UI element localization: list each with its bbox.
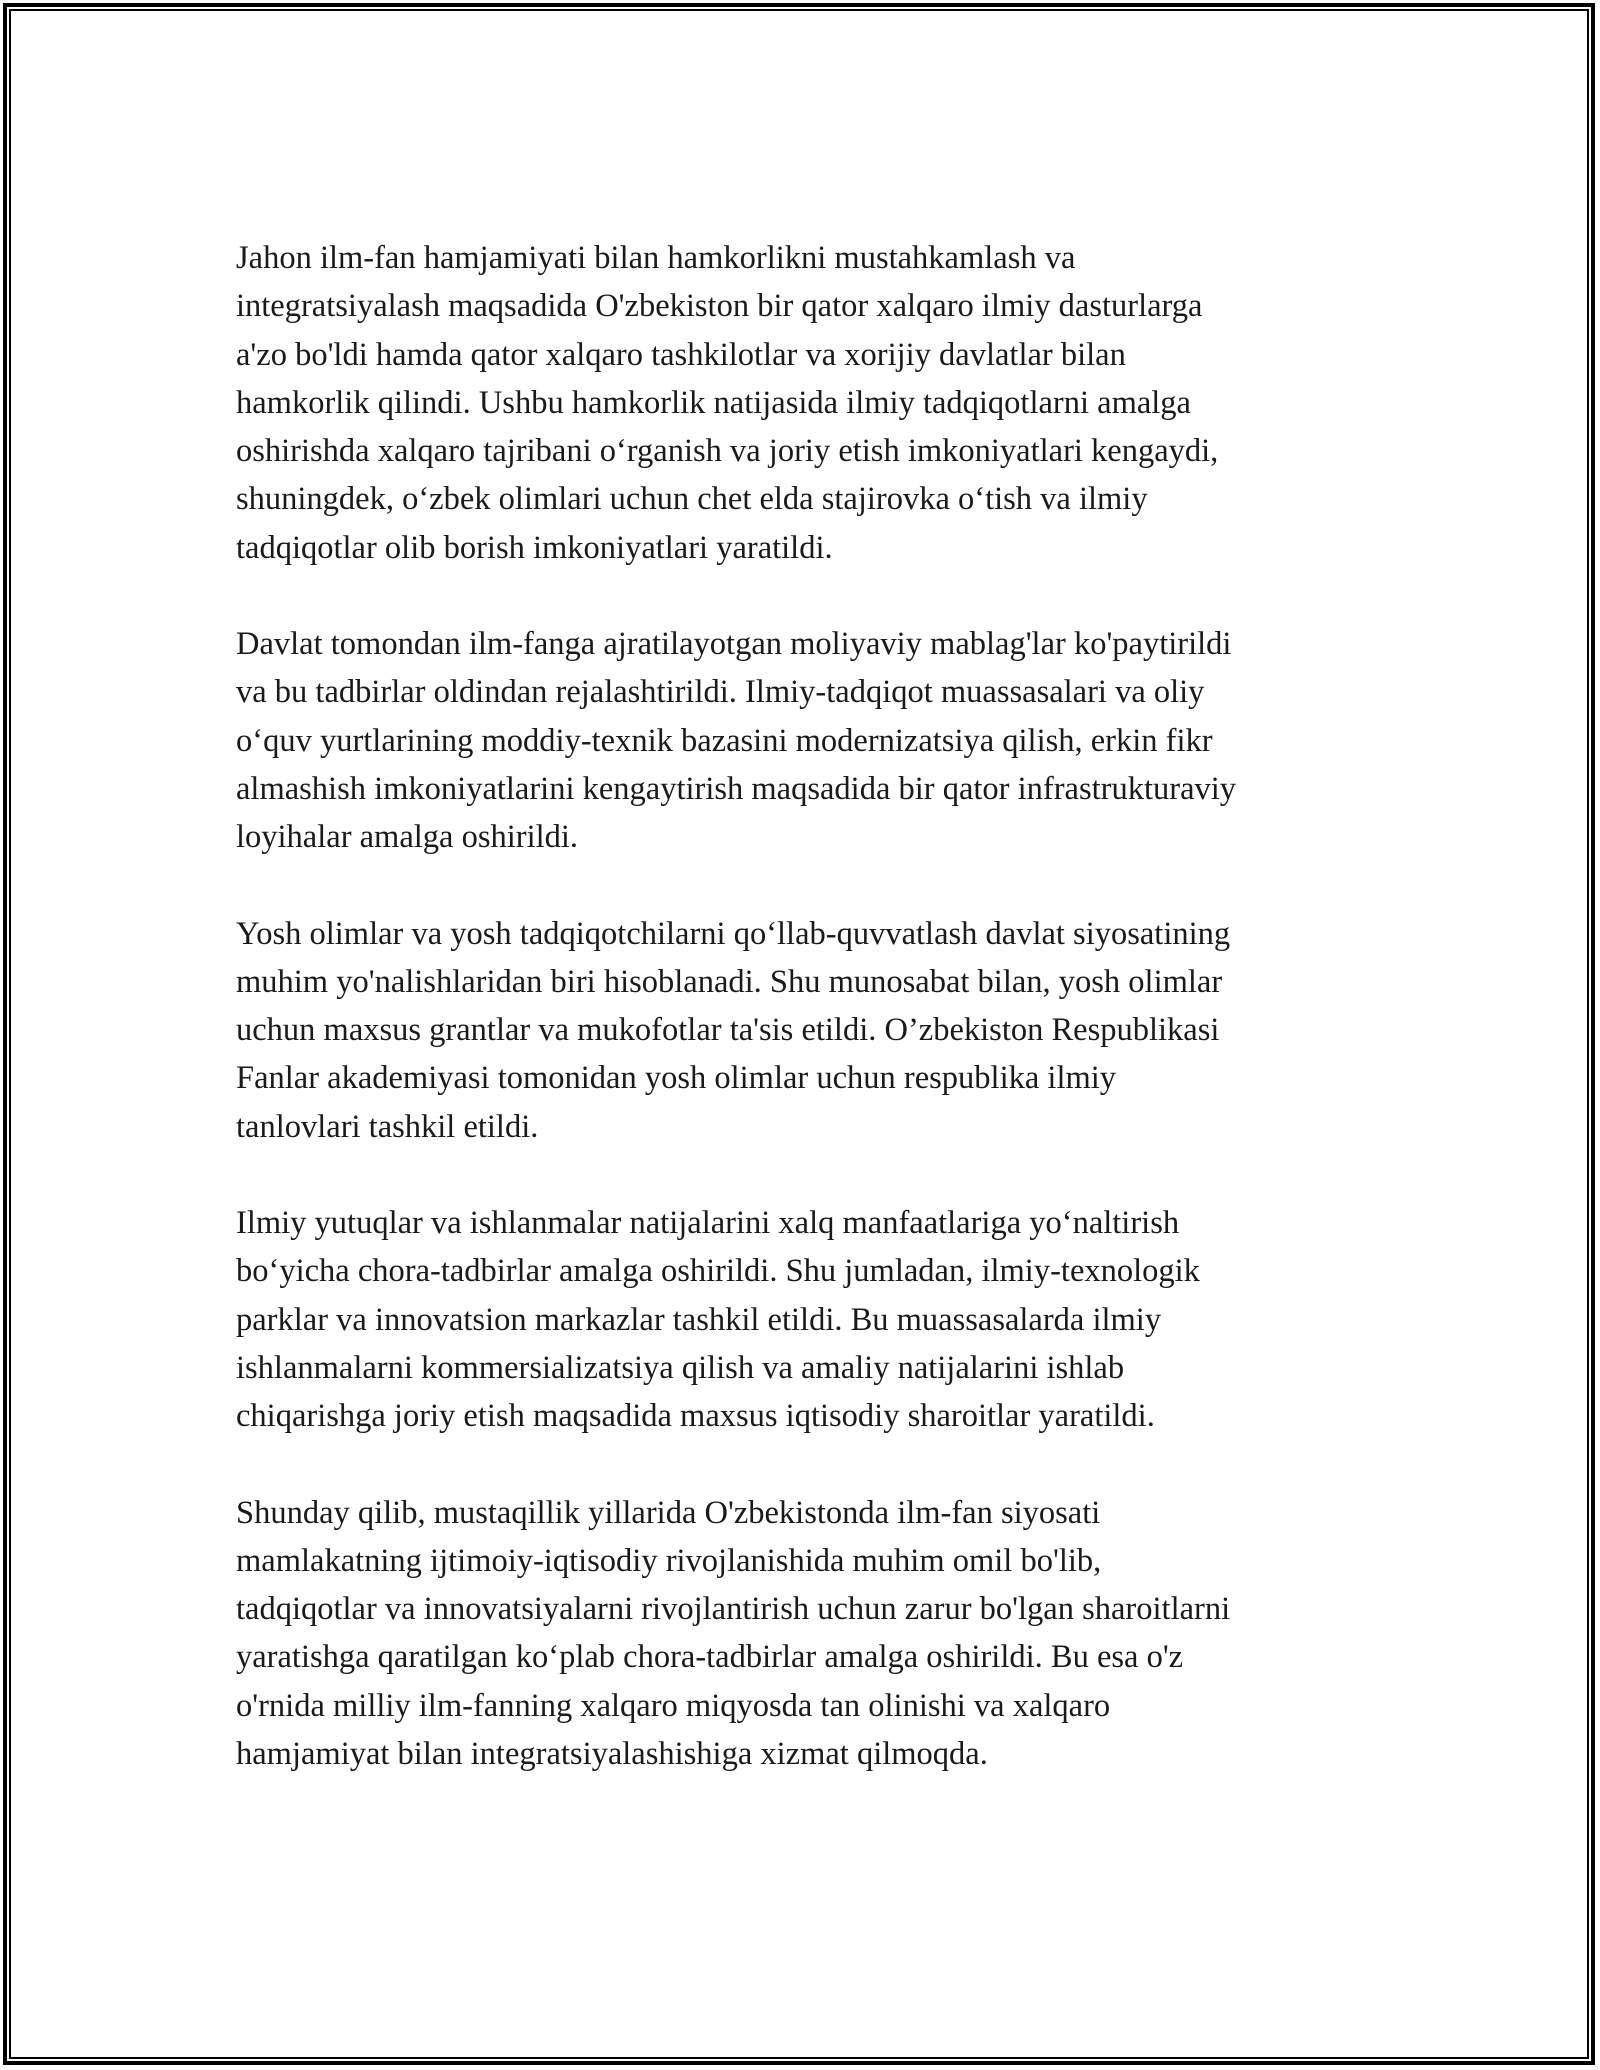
paragraph-2: Davlat tomondan ilm-fanga ajratilayotgan moliyaviy mablag'lar ko'paytirildi va bu tadbirlar oldindan rejalashtirildi. Ilmiy-tadqiqot muassasalari va oliy oʻquv yurtlarining moddiy-texnik bazasini modernizatsiya qilish, erkin fikr almashish imkoniyatlarini kengaytirish maqsadida bir qator infrastrukturaviy loyihalar amalga oshirildi. xyxy=(236,626,1237,856)
document-body xyxy=(236,234,1376,1826)
paragraph-5: Shunday qilib, mustaqillik yillarida O'zbekistonda ilm-fan siyosati mamlakatning ijtimoiy-iqtisodiy rivojlanishida muhim omil bo'lib, tadqiqotlar va innovatsiyalarni rivojlantirish uchun zarur bo'lgan sharoitlarni yaratishga qaratilgan koʻplab chora-tadbirlar amalga oshirildi. Bu esa o'z o'rnida milliy ilm-fanning xalqaro miqyosda tan olinishi va xalqaro hamjamiyat bilan integratsiyalashishiga xizmat qilmoqda. xyxy=(236,1494,1231,1773)
paragraph-3: Yosh olimlar va yosh tadqiqotchilarni qoʻllab-quvvatlash davlat siyosatining muhim yo'nalishlaridan biri hisoblanadi. Shu munosabat bilan, yosh olimlar uchun maxsus grantlar va mukofotlar ta'sis etildi. O’zbekiston Respublikasi Fanlar akademiyasi tomonidan yosh olimlar uchun respublika ilmiy tanlovlari tashkil etildi. xyxy=(236,915,1231,1145)
paragraph-4: Ilmiy yutuqlar va ishlanmalar natijalarini xalq manfaatlariga yoʻnaltirish boʻyicha chora-tadbirlar amalga oshirildi. Shu jumladan, ilmiy-texnologik parklar va innovatsion markazlar tashkil etildi. Bu muassasalarda ilmiy ishlanmalarni kommersializatsiya qilish va amaliy natijalarini ishlab chiqarishga joriy etish maqsadida maxsus iqtisodiy sharoitlar yaratildi. xyxy=(236,1205,1200,1435)
paragraph-1: Jahon ilm-fan hamjamiyati bilan hamkorlikni mustahkamlash va integratsiyalash maqsadida O'zbekiston bir qator xalqaro ilmiy dasturlarga a'zo bo'ldi hamda qator xalqaro tashkilotlar va xorijiy davlatlar bilan hamkorlik qilindi. Ushbu hamkorlik natijasida ilmiy tadqiqotlarni amalga oshirishda xalqaro tajribani oʻrganish va joriy etish imkoniyatlari kengaydi, shuningdek, oʻzbek olimlari uchun chet elda stajirovka oʻtish va ilmiy tadqiqotlar olib borish imkoniyatlari yaratildi. xyxy=(236,240,1219,566)
